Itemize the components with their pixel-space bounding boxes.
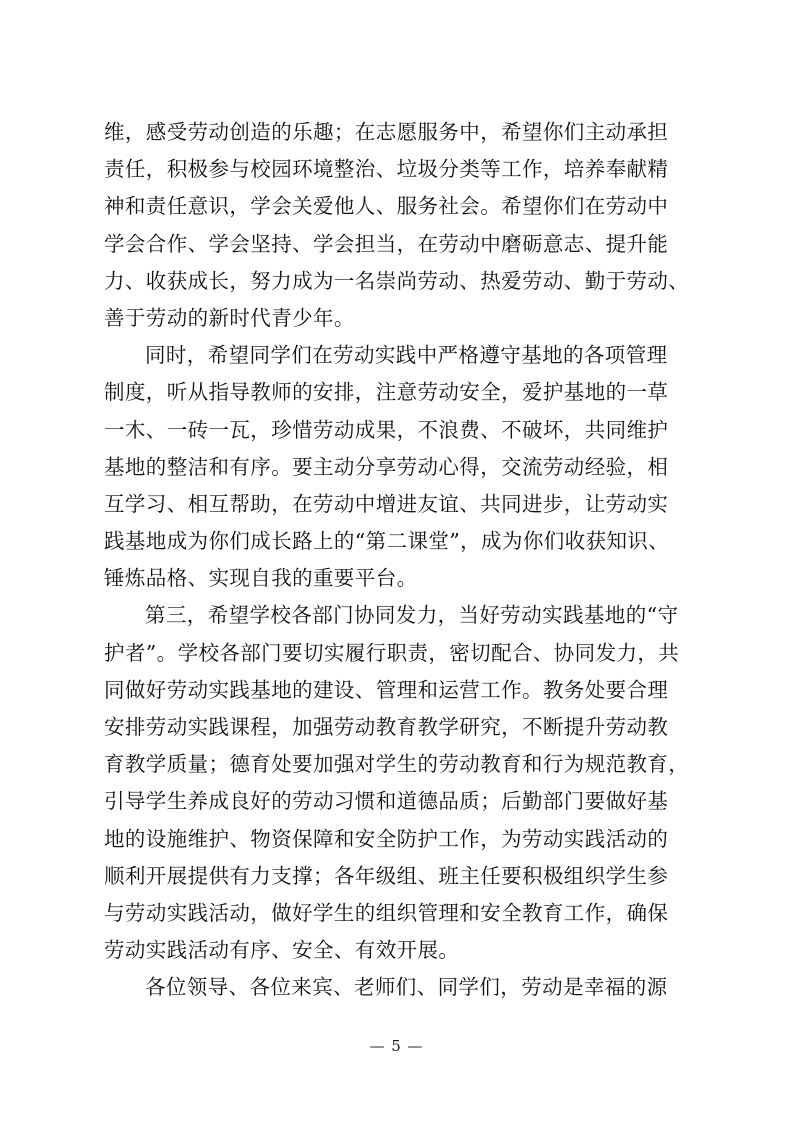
page-number: — 5 — xyxy=(369,1037,424,1055)
text-line: 顺利开展提供有力支撑；各年级组、班主任要积极组织学生参 xyxy=(104,863,669,888)
text-line: 安排劳动实践课程，加强劳动教育教学研究，不断提升劳动教 xyxy=(104,715,669,739)
text-line: 责任，积极参与校园环境整治、垃圾分类等工作，培养奉献精 xyxy=(104,157,669,182)
text-line: 制度，听从指导教师的安排，注意劳动安全，爱护基地的一草 xyxy=(104,380,669,405)
text-line: 与劳动实践活动，做好学生的组织管理和安全教育工作，确保 xyxy=(104,900,669,925)
text-line: 善于劳动的新时代青少年。 xyxy=(104,305,355,330)
text-line: 学会合作、学会坚持、学会担当，在劳动中磨砺意志、提升能 xyxy=(104,231,669,256)
text-line: 劳动实践活动有序、安全、有效开展。 xyxy=(104,938,460,963)
text-line: 引导学生养成良好的劳动习惯和道德品质；后勤部门要做好基 xyxy=(104,789,669,814)
paragraph-start-line: 第三，希望学校各部门协同发力，当好劳动实践基地的“守 xyxy=(145,603,679,628)
text-line: 力、收获成长，努力成为一名崇尚劳动、热爱劳动、勤于劳动、 xyxy=(104,268,690,293)
paragraph-start-line: 同时，希望同学们在劳动实践中严格遵守基地的各项管理 xyxy=(145,343,668,368)
text-line: 锤炼品格、实现自我的重要平台。 xyxy=(104,566,418,591)
text-line: 同做好劳动实践基地的建设、管理和运营工作。教务处要合理 xyxy=(104,677,669,702)
text-line: 育教学质量；德育处要加强对学生的劳动教育和行为规范教育， xyxy=(104,752,690,777)
text-line: 基地的整洁和有序。要主动分享劳动心得，交流劳动经验，相 xyxy=(104,454,669,479)
body-text xyxy=(104,114,694,1007)
text-line: 互学习、相互帮助，在劳动中增进友谊、共同进步，让劳动实 xyxy=(104,491,669,516)
text-line: 一木、一砖一瓦，珍惜劳动成果，不浪费、不破坏，共同维护 xyxy=(104,417,669,442)
text-line: 地的设施维护、物资保障和安全防护工作，为劳动实践活动的 xyxy=(104,826,669,851)
text-line: 维，感受劳动创造的乐趣；在志愿服务中，希望你们主动承担 xyxy=(104,120,669,144)
text-line: 护者”。学校各部门要切实履行职责，密切配合、协同发力，共 xyxy=(104,640,680,665)
text-line: 神和责任意识，学会关爱他人、服务社会。希望你们在劳动中 xyxy=(104,194,669,219)
paragraph-start-line: 各位领导、各位来宾、老师们、同学们，劳动是幸福的源 xyxy=(145,975,668,1000)
text-line: 践基地成为你们成长路上的“第二课堂”，成为你们收获知识、 xyxy=(104,529,670,554)
